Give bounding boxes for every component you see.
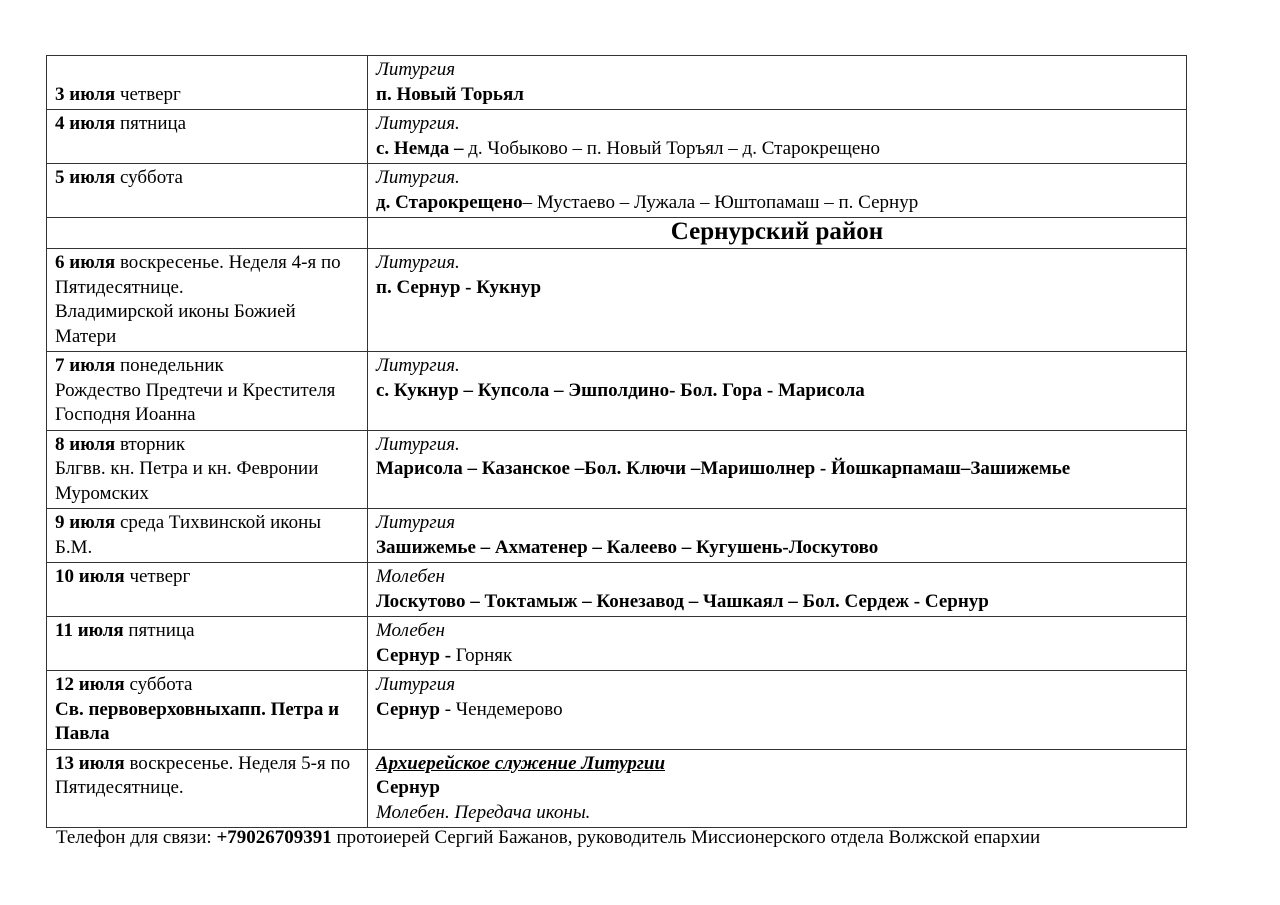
service-cell [368,249,1187,352]
date: 6 июля [55,252,116,273]
date-cell [47,249,368,352]
contact-footer [56,827,1040,849]
schedule-table [46,55,1187,828]
service-type: Литургия [376,674,456,695]
date: 7 июля [55,355,116,376]
service-cell [368,617,1187,671]
weekday: пятница [128,620,195,641]
service-cell [368,749,1187,828]
service-cell [368,352,1187,431]
date: 12 июля [55,674,125,695]
date-cell [47,110,368,164]
date-cell [47,352,368,431]
feast: Св. первоверховныхапп. Петра и Павла [55,698,340,744]
service-type: Литургия. [376,113,460,134]
date: 13 июля [55,752,125,774]
date: 5 июля [55,167,116,188]
route: Лоскутово – Токтамыж – Конезавод – Чашкаял – Бол. Сердеж - Сернур [376,590,989,612]
weekday: суббота [119,167,183,188]
date: 3 июля [55,83,116,105]
table-row [47,563,1187,617]
service-cell [368,563,1187,617]
service-type: Литургия. [376,433,460,455]
feast: Владимирской иконы Божией Матери [55,301,296,347]
table-row [47,671,1187,750]
weekday: воскресенье. Неделя 5-я по Пятидесятнице. [55,752,351,798]
table-row [47,617,1187,671]
date-cell [47,509,368,563]
date: 4 июля [55,113,116,134]
service-note: Молебен. Передача иконы. [376,801,591,823]
route-rest: - Чендемерово [444,698,563,720]
weekday: понедельник [119,355,224,376]
service-type: Литургия [376,512,456,533]
date: 11 июля [55,620,124,641]
route-start: с. Немда – [376,137,464,159]
date-cell [47,56,368,110]
weekday: воскресенье. Неделя 4-я по Пятидесятнице. [55,252,341,298]
date-cell [47,430,368,509]
service-cell [368,164,1187,218]
date-cell [47,164,368,218]
weekday: среда Тихвинской иконы Б.М. [55,512,321,558]
table-row [47,218,1187,249]
service-type: Литургия. [376,355,460,376]
route: с. Кукнур – Купсола – Эшполдино- Бол. Гора - Марисола [376,379,865,401]
table-row [47,352,1187,431]
date: 10 июля [55,566,125,587]
date-cell [47,563,368,617]
route: п. Сернур - Кукнур [376,276,542,298]
weekday: пятница [119,113,187,134]
feast: Рождество Предтечи и Крестителя Господня Иоанна [55,379,336,425]
route-rest: – Мустаево – Лужала – Юштопамаш – п. Сернур [522,191,919,213]
weekday: четверг [129,566,191,587]
service-type: Молебен [376,620,445,641]
date-cell [47,749,368,828]
route-rest: Горняк [455,644,513,666]
route-start: д. Старокрещено [376,191,523,213]
table-row [47,749,1187,828]
route-start: Сернур - [376,644,452,666]
service-type: Литургия [376,59,456,80]
service-type: Литургия. [376,167,460,188]
route-start: Сернур [376,698,440,720]
contact-label: Телефон для связи: [56,827,212,848]
service-cell [368,56,1187,110]
table-row [47,430,1187,509]
feast: Блгвв. кн. Петра и кн. Февронии Муромских [55,458,319,504]
service-cell [368,430,1187,509]
weekday: вторник [119,433,186,455]
route: Марисола – Казанское –Бол. Ключи –Маришолнер - Йошкарпамаш–Зашижемье [376,458,1071,479]
date-cell [47,617,368,671]
route: п. Новый Торьял [376,83,524,105]
route-rest: д. Чобыково – п. Новый Торъял – д. Старокрещено [468,137,880,159]
empty-cell [47,218,368,249]
table-row [47,56,1187,110]
date-cell [47,671,368,750]
weekday: четверг [119,83,181,105]
weekday: суббота [129,674,193,695]
table-row [47,164,1187,218]
service-type: Литургия. [376,252,460,273]
contact-person: протоиерей Сергий Бажанов, руководитель Миссионерского отдела Волжской епархии [336,827,1041,848]
date: 9 июля [55,512,116,533]
service-type: Архиерейское служение Литургии [376,752,666,774]
table-row [47,509,1187,563]
district-heading: Сернурский район [368,218,1187,249]
route: Сернур [376,777,440,798]
table-row [47,249,1187,352]
route: Зашижемье – Ахматенер – Калеево – Кугушень-Лоскутово [376,536,879,558]
table-row [47,110,1187,164]
service-type: Молебен [376,566,445,587]
date: 8 июля [55,433,116,455]
service-cell [368,509,1187,563]
service-cell [368,671,1187,750]
service-cell [368,110,1187,164]
contact-phone: +79026709391 [216,827,332,848]
